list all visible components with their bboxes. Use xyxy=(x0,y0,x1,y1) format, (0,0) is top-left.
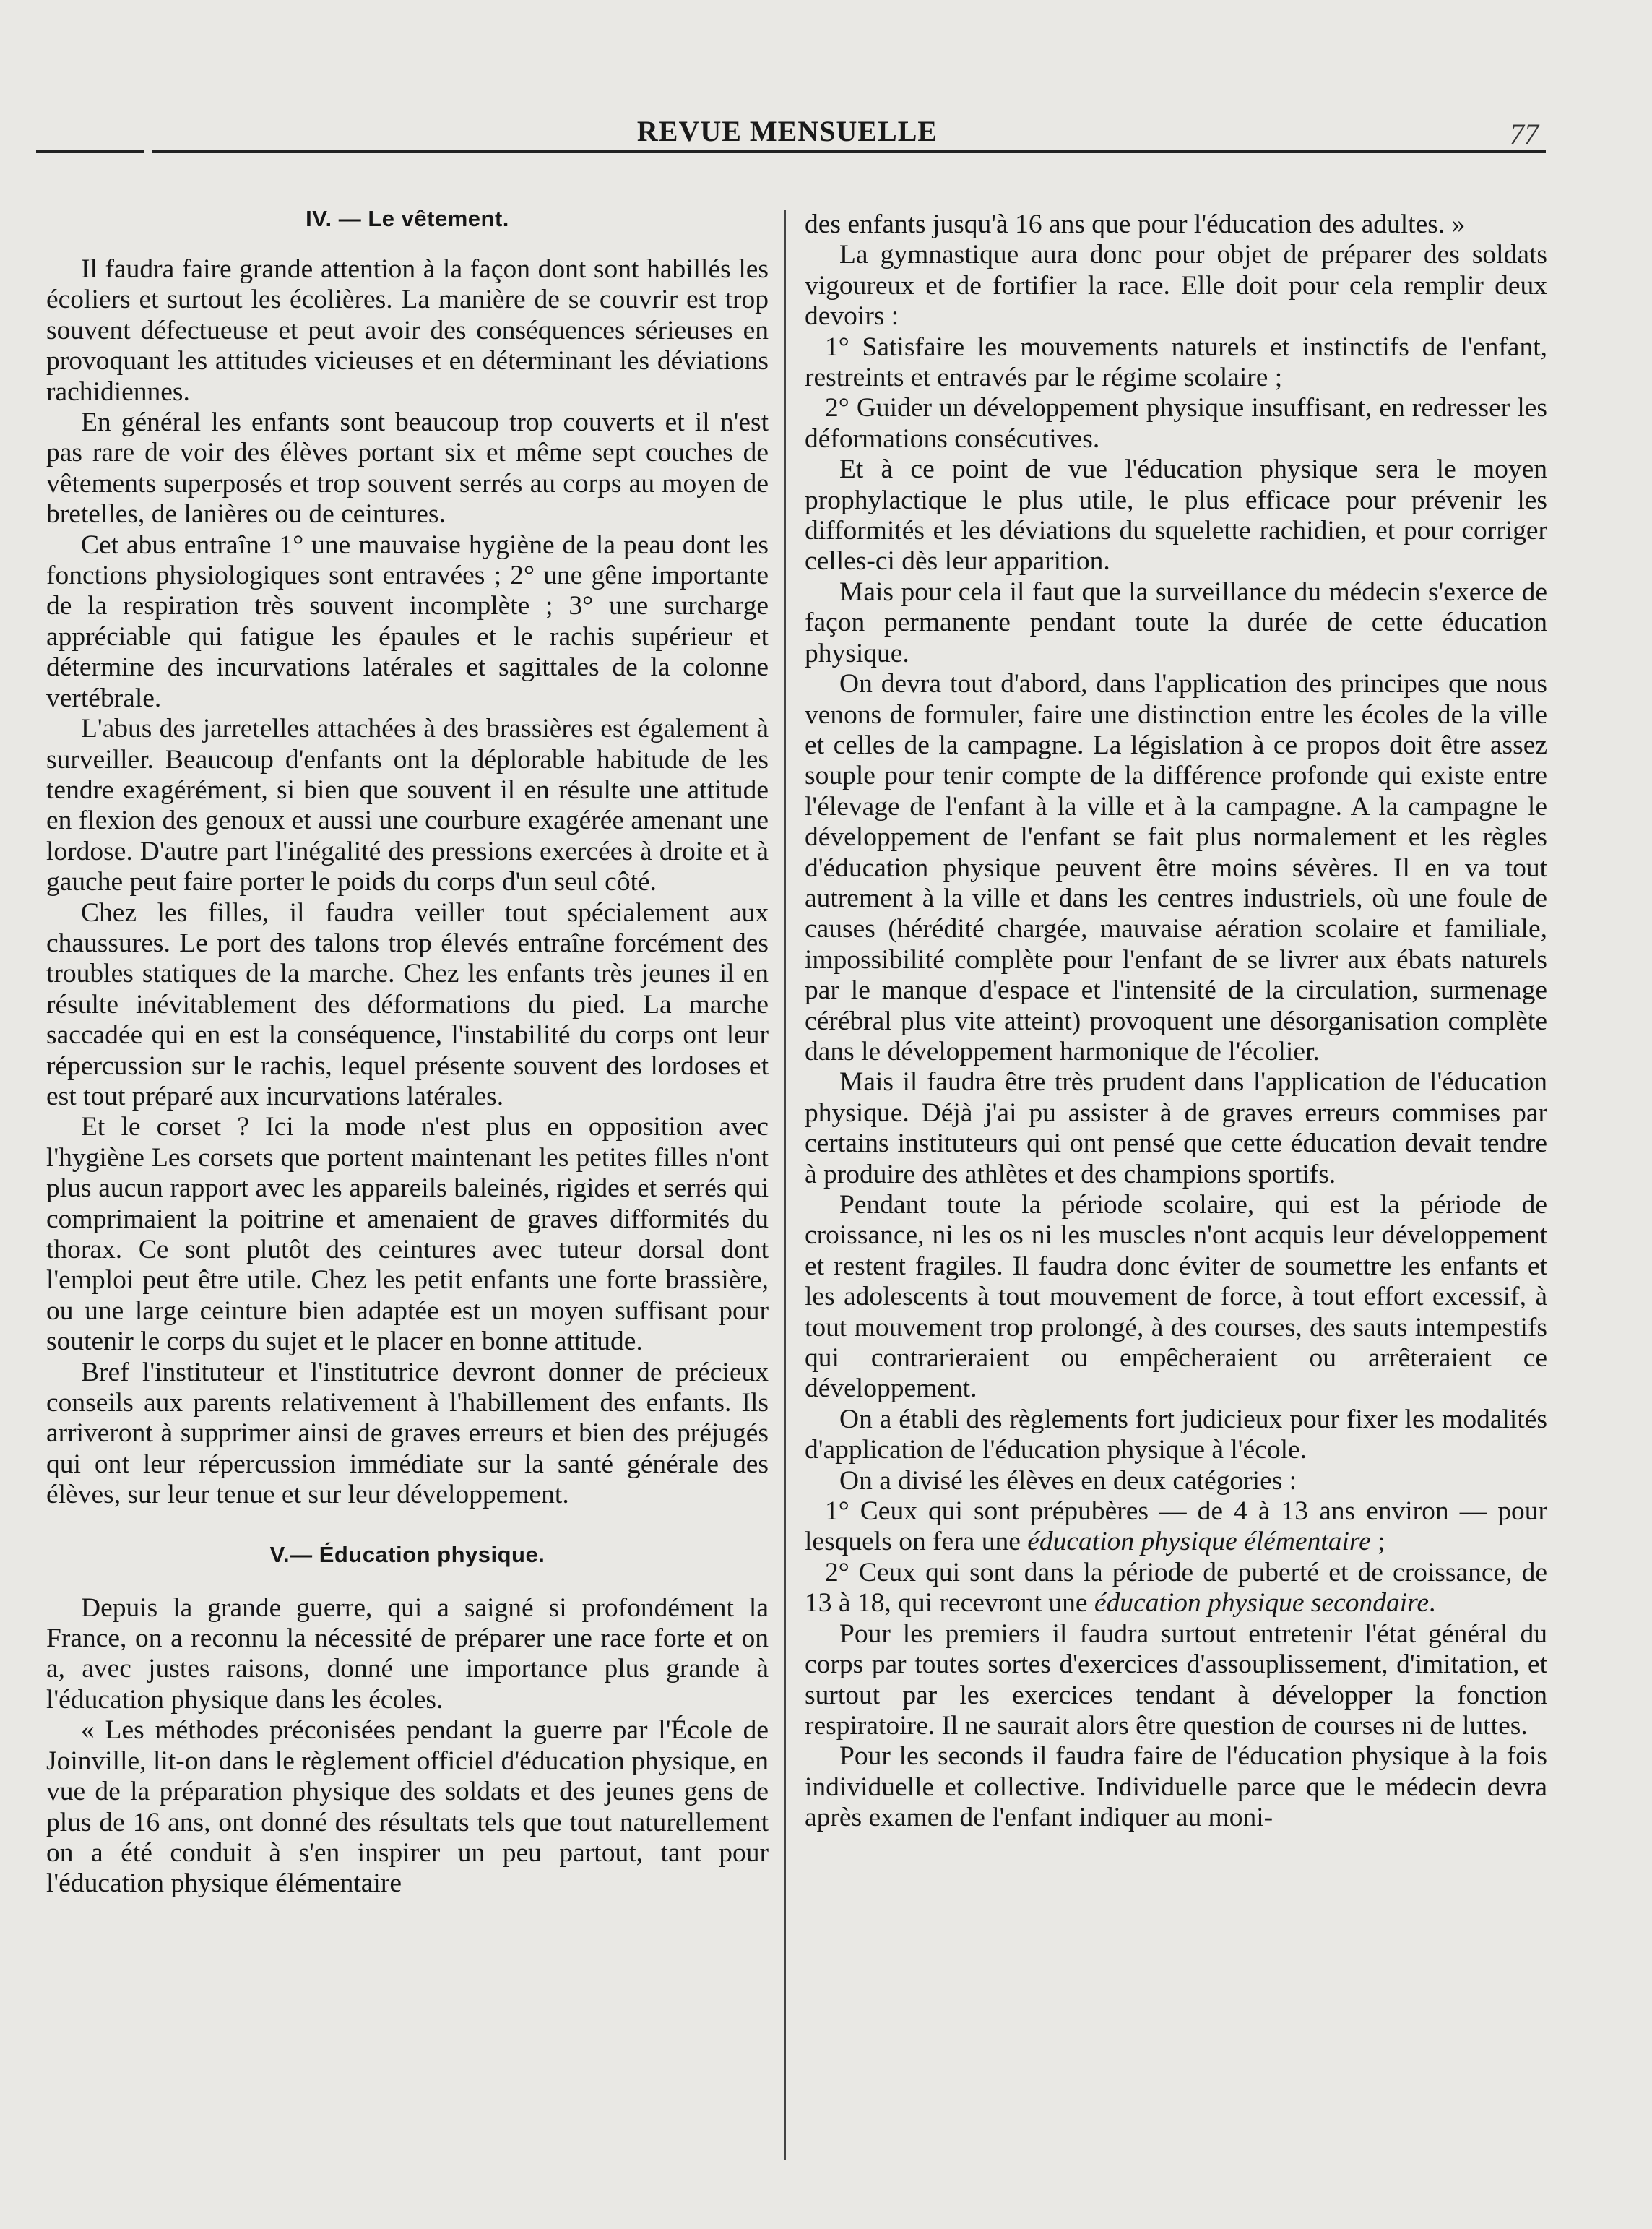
paragraph: La gymnastique aura donc pour objet de préparer des soldats vigoureux et de fortifier la race. Elle doit pour cela remplir deux devoirs : xyxy=(805,240,1547,332)
continued-paragraph: des enfants jusqu'à 16 ans que pour l'éducation des adultes. » xyxy=(805,210,1466,239)
paragraph: Pour les premiers il faudra surtout entretenir l'état général du corps par toutes sortes d'exercices d'assouplissement, d'imitation, et surtout par les exercices tendant à développer la fonction respiratoire. Il ne saurait alors être question de courses ni de luttes. xyxy=(805,1618,1547,1741)
paragraph: On a divisé les élèves en deux catégories : xyxy=(839,1465,1297,1496)
paragraph: En général les enfants sont beaucoup trop couverts et il n'est pas rare de voir des élèves portant six et même sept couches de vêtements superposés et trop souvent serrés au corps au moyen de bretelles, de lanières ou de ceintures. xyxy=(46,408,769,530)
category-text: 1° Ceux qui sont prépubères — de 4 à 13 ans environ — pour lesquels on fera une xyxy=(805,1496,1547,1557)
paragraph: Pour les seconds il faudra faire de l'éducation physique à la fois individuelle et collective. Individuelle parce que le médecin devra après examen de l'enfant indiquer au moni- xyxy=(805,1741,1547,1833)
running-title: REVUE MENSUELLE xyxy=(636,115,938,147)
paragraph: Et à ce point de vue l'éducation physique sera le moyen prophylactique le plus utile, le plus efficace pour prévenir les difformités et les déviations du squelette rachidien, et pour corriger celles-ci dès leur apparition. xyxy=(805,454,1547,577)
paragraph: Mais pour cela il faut que la surveillance du médecin s'exerce de façon permanente pendant toute la durée de cette éducation physique. xyxy=(805,577,1547,668)
header-rule-long xyxy=(152,150,1546,153)
paragraph: Chez les filles, il faudra veiller tout spécialement aux chaussures. Le port des talons trop élevés entraîne forcément des troubles statiques de la marche. Chez les enfants très jeunes il en résulte inévitablement des déformations du pied. La marche saccadée qui en est la conséquence, l'instabilité du corps ont leur répercussion sur le rachis, lequel présente souvent des lordoses et est tout préparé aux incurvations latérales. xyxy=(46,897,769,1111)
category-end: . xyxy=(1429,1588,1436,1618)
paragraph: Mais il faudra être très prudent dans l'application de l'éducation physique. Déjà j'ai pu assister à de graves erreurs commises par certains instituteurs qui ont pensé que cette éducation devait tendre à produire des athlètes et des champions sportifs. xyxy=(805,1067,1547,1189)
section-heading-vetement: IV. — Le vêtement. xyxy=(306,206,509,231)
left-column xyxy=(46,201,769,1900)
section-heading-education-physique: V.— Éducation physique. xyxy=(269,1541,545,1567)
list-item: 2° Guider un développement physique insuffisant, en redresser les déformations consécutives. xyxy=(805,393,1547,454)
paragraph: Pendant toute la période scolaire, qui est la période de croissance, ni les os ni les muscles n'ont acquis leur développement et restent fragiles. Il faudra donc éviter de soumettre les enfants et les adolescents à tout mouvement de force, à tout effort excessif, à tout mouvement trop prolongé, à des courses, des sauts intempestifs qui contrarieraient ou empêcheraient ou arrêteraient ce développement. xyxy=(805,1190,1547,1404)
list-item-category-2 xyxy=(805,1558,1547,1619)
right-column xyxy=(805,210,1547,1834)
paragraph: L'abus des jarretelles attachées à des brassières est également à surveiller. Beaucoup d'enfants ont la déplorable habitude de les tendre exagérément, si bien que souvent il en résulte une attitude en flexion des genoux et aussi une courbure exagérée amenant une lordose. D'autre part l'inégalité des pressions exercées à droite et à gauche peut faire porter le poids du corps d'un seul côté. xyxy=(46,714,769,897)
paragraph: Et le corset ? Ici la mode n'est plus en opposition avec l'hygiène Les corsets que portent maintenant les petites filles n'ont plus aucun rapport avec les appareils baleinés, rigides et serrés qui comprimaient la poitrine et amenaient de graves difformités du thorax. Ce sont plutôt des ceintures avec tuteur dorsal dont l'emploi peut être utile. Chez les petit enfants une forte brassière, ou une large ceinture bien adaptée est un moyen suffisant pour soutenir le corps du sujet et le placer en bonne attitude. xyxy=(46,1112,769,1357)
page-number: 77 xyxy=(1510,118,1539,150)
paragraph: On devra tout d'abord, dans l'application des principes que nous venons de formuler, faire une distinction entre les écoles de la ville et celles de la campagne. La législation à ce propos doit être assez souple pour tenir compte de la différence profonde qui existe entre l'élevage de l'enfant à la ville et à la campagne. A la campagne le développement de l'enfant se fait plus normalement et les règles d'éducation physique peuvent être moins sévères. Il en va tout autrement à la ville et dans les centres industriels, où une foule de causes (hérédité chargée, mauvaise aération scolaire et familiale, impossibilité complète pour l'enfant de se livrer aux ébats naturels par le manque d'espace et l'intensité de la circulation, surmenage cérébral plus vite atteint) provoquent une désorganisation complète dans le développement harmonique de l'écolier. xyxy=(805,669,1547,1066)
category-emphasis: éducation physique secondaire xyxy=(1094,1588,1429,1618)
list-item: 1° Satisfaire les mouvements naturels et instinctifs de l'enfant, restreints et entravés par le régime scolaire ; xyxy=(805,332,1547,393)
category-end: ; xyxy=(1370,1527,1385,1557)
paragraph: Depuis la grande guerre, qui a saigné si profondément la France, on a reconnu la nécessité de préparer une race forte et on a, avec justes raisons, donné une importance plus grande à l'éducation physique dans les écoles. xyxy=(46,1592,769,1715)
header-rule-short xyxy=(36,150,144,153)
paragraph: Il faudra faire grande attention à la façon dont sont habillés les écoliers et surtout les écolières. La manière de se couvrir est trop souvent défectueuse et peut avoir des conséquences sérieuses en provoquant les attitudes vicieuses et en déterminant les déviations rachidiennes. xyxy=(46,254,769,407)
paragraph: On a établi des règlements fort judicieux pour fixer les modalités d'application de l'éducation physique à l'école. xyxy=(805,1404,1547,1465)
column-divider xyxy=(784,210,786,2160)
list-item-category-1 xyxy=(805,1496,1547,1558)
category-text: 2° Ceux qui sont dans la période de puberté et de croissance, de 13 à 18, qui recevront une xyxy=(805,1557,1547,1618)
running-head xyxy=(0,108,1652,152)
paragraph: Cet abus entraîne 1° une mauvaise hygiène de la peau dont les fonctions physiologiques sont entravées ; 2° une gêne importante de la respiration très souvent incomplète ; 3° une surcharge appréciable qui fatigue les épaules et le rachis supérieur et détermine des incurvations latérales et sagittales de la colonne vertébrale. xyxy=(46,530,769,713)
category-emphasis: éducation physique élémentaire xyxy=(1027,1527,1371,1557)
quotation-paragraph: « Les méthodes préconisées pendant la guerre par l'École de Joinville, lit-on dans le règlement officiel d'éducation physique, en vue de la préparation physique des soldats et des jeunes gens de plus de 16 ans, ont donné des résultats tels que tout naturellement on a été conduit à s'en inspirer un peu partout, tant pour l'éducation physique élémentaire xyxy=(46,1715,769,1899)
paragraph: Bref l'instituteur et l'institutrice devront donner de précieux conseils aux parents relativement à l'habillement des enfants. Ils arriveront à supprimer ainsi de graves erreurs et bien des préjugés qui ont leur répercussion immédiate sur la santé générale des élèves, sur leur tenue et sur leur développement. xyxy=(46,1357,769,1510)
